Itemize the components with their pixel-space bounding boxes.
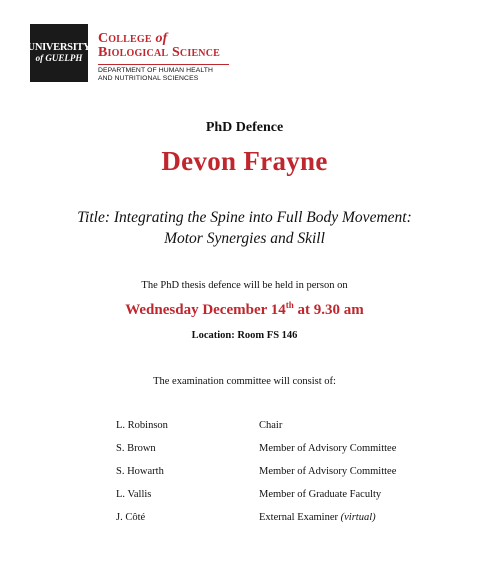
committee-list [0,420,489,535]
member-role: Chair [259,420,283,431]
defence-label: PhD Defence [205,120,284,135]
college-line2: Biological Science [98,45,221,60]
date-main: Wednesday December 14 [125,302,286,318]
committee-row [0,489,489,512]
committee-row [0,512,489,535]
college-of: of [155,31,168,46]
member-role [259,512,376,523]
member-name: L. Vallis [116,489,152,500]
location: Location: Room FS 146 [191,330,298,341]
committee-intro: The examination committee will consist of: [153,376,336,387]
member-role-text: External Examiner [259,512,341,523]
logo-text-line2: of GUELPH [35,53,83,64]
university-logo [27,24,91,82]
committee-row [0,443,489,466]
committee-row [0,420,489,443]
candidate-name: Devon Frayne [161,146,328,176]
committee-row [0,466,489,489]
thesis-title-line2: Motor Synergies and Skill [164,229,325,247]
logo-text-line1: UNIVERSITY [27,42,91,54]
member-role: Member of Advisory Committee [259,466,397,477]
department-name [98,67,213,84]
department-line2: AND NUTRITIONAL SCIENCES [98,75,199,83]
department-line1: DEPARTMENT OF HUMAN HEALTH [98,67,214,74]
member-name: J. Côté [116,512,146,523]
thesis-title [0,208,489,250]
member-name: S. Howarth [116,466,164,477]
member-role-note: (virtual) [340,512,376,523]
member-name: S. Brown [116,443,156,454]
college-line1: College [98,31,152,46]
header-divider [98,64,229,65]
defence-datetime [0,302,489,319]
held-notice: The PhD thesis defence will be held in person on [141,280,348,291]
college-name [98,32,220,60]
thesis-title-line1: Title: Integrating the Spine into Full Body Movement: [77,209,412,226]
member-role: Member of Advisory Committee [259,443,397,454]
member-role: Member of Graduate Faculty [259,489,382,500]
date-time: at 9.30 am [293,302,364,318]
date-ordinal: th [285,300,294,310]
member-name: L. Robinson [116,420,168,431]
